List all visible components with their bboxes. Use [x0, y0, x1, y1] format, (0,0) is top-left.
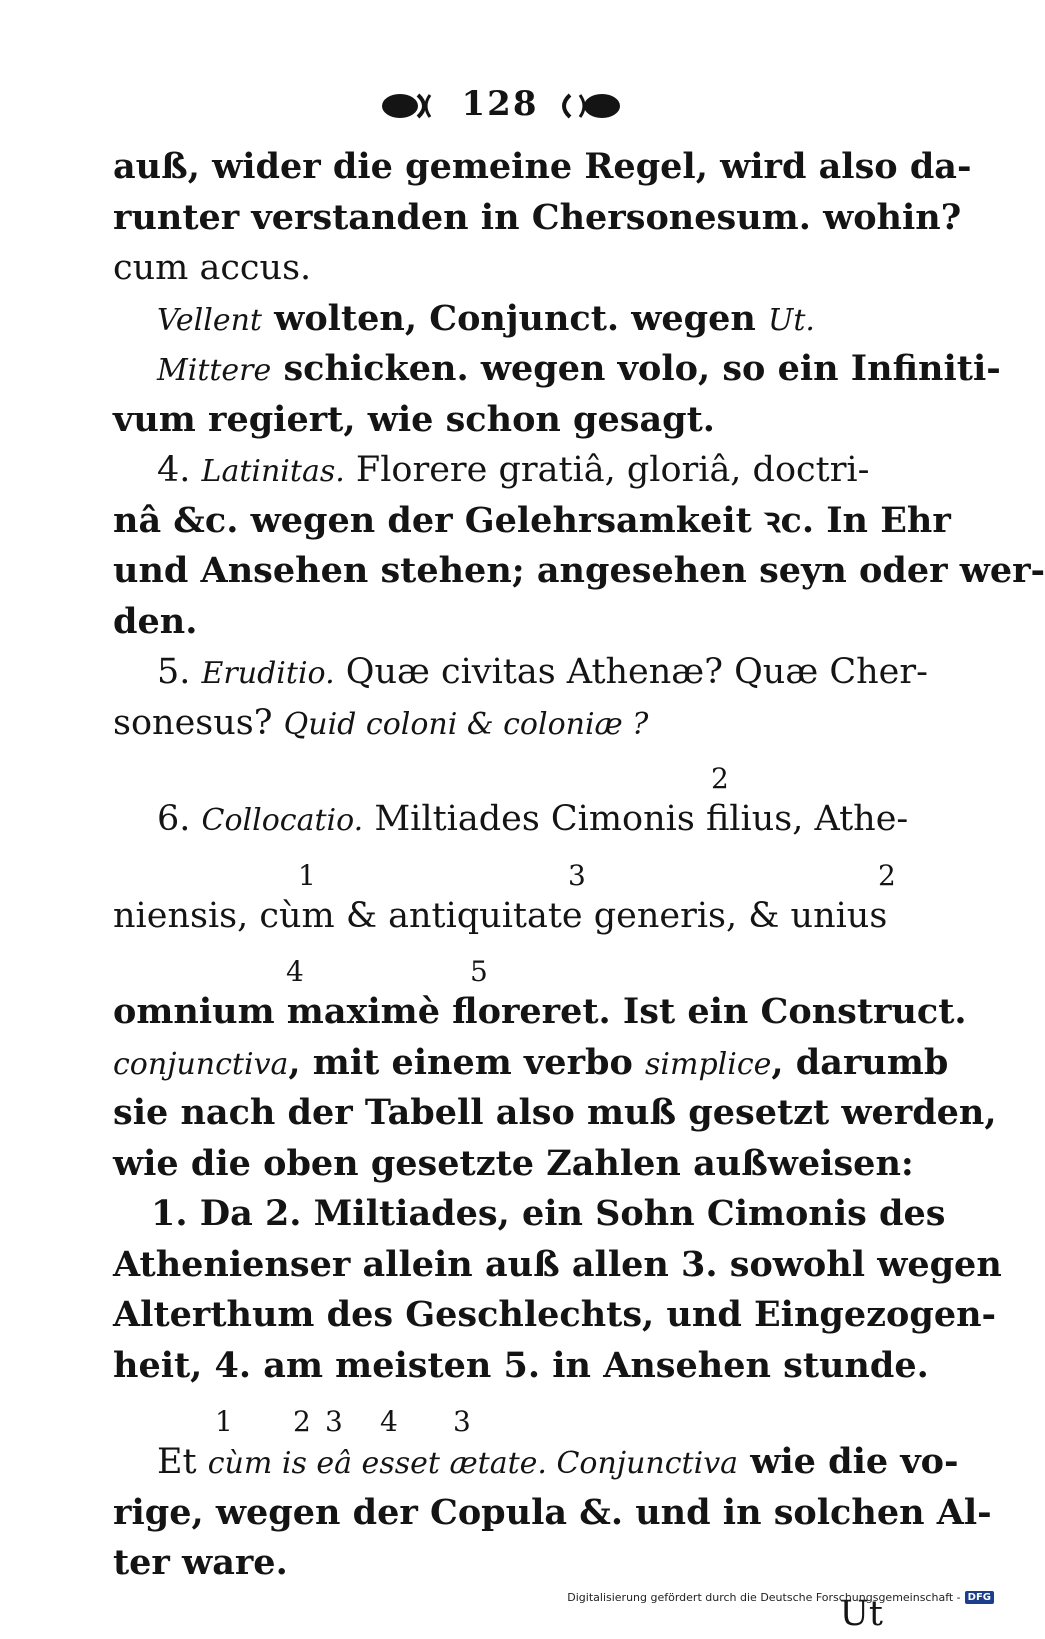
order-number: 4	[286, 947, 304, 998]
latin-term: conjunctiva	[113, 1047, 288, 1082]
text-line: sie nach der Tabell also muß gesetzt werden,	[113, 1088, 903, 1139]
text-span: Miltiades Cimonis filius, Athe-	[363, 799, 908, 839]
text-line: cum accus.	[113, 243, 903, 294]
text-span: Quæ civitas Athenæ? Quæ Cher-	[335, 652, 928, 692]
text-span: Florere gratiâ, gloriâ, doctri-	[345, 450, 870, 490]
page-header	[0, 84, 1000, 124]
order-numbers	[113, 845, 903, 891]
text-line: vum regiert, wie schon gesagt.	[113, 395, 903, 446]
order-number: 2	[878, 851, 896, 902]
text-line	[113, 647, 903, 698]
text-span: wolten, Conjunct. wegen	[262, 298, 768, 339]
order-numbers	[113, 748, 903, 794]
section-number: 5.	[157, 652, 202, 692]
text-span: , mit einem verbo	[288, 1042, 645, 1083]
text-line: wie die oben gesetzte Zahlen außweisen:	[113, 1139, 903, 1190]
text-line: Athenienser allein auß allen 3. sowohl wegen	[113, 1240, 903, 1291]
order-number: 1	[215, 1397, 233, 1448]
left-ornament-icon	[378, 89, 448, 123]
text-line: Alterthum des Geschlechts, und Eingezogen-	[113, 1290, 903, 1341]
dfg-logo: DFG	[965, 1591, 994, 1604]
right-ornament-icon	[552, 89, 622, 123]
text-line: den.	[113, 597, 903, 648]
text-line	[113, 294, 903, 345]
section-number: 4.	[157, 450, 202, 490]
text-line: niensis, cùm & antiquitate generis, & unius	[113, 891, 903, 942]
order-number: 2	[293, 1397, 311, 1448]
order-number: 3	[453, 1397, 471, 1448]
text-line	[113, 1038, 903, 1089]
digitization-credit	[567, 1591, 994, 1604]
text-line: 1. Da 2. Miltiades, ein Sohn Cimonis des	[113, 1189, 903, 1240]
text-line: heit, 4. am meisten 5. in Ansehen stunde.	[113, 1341, 903, 1392]
text-line: nâ &c. wegen der Gelehrsamkeit ꝛc. In Ehr	[113, 496, 903, 547]
text-line: omnium maximè floreret. Ist ein Construct.	[113, 987, 903, 1038]
section-number: 6.	[157, 799, 202, 839]
text-span: schicken. wegen volo, so ein Infiniti-	[271, 348, 1000, 389]
order-number: 3	[325, 1397, 343, 1448]
text-span: sonesus?	[113, 703, 284, 743]
latin-phrase: cùm is eâ esset ætate. Conjunctiva	[208, 1446, 738, 1481]
text-span: Et	[157, 1442, 208, 1482]
text-line	[113, 344, 903, 395]
order-numbers	[113, 1391, 903, 1437]
latin-term: Vellent	[157, 303, 262, 338]
latin-term: simplice	[645, 1047, 771, 1082]
text-line: runter verstanden in Chersonesum. wohin?	[113, 193, 903, 244]
text-line: und Ansehen stehen; angesehen seyn oder wer-	[113, 546, 903, 597]
text-span: wie die vo-	[738, 1441, 959, 1482]
order-number: 3	[568, 851, 586, 902]
page-number: 128	[462, 84, 539, 124]
text-line	[113, 445, 903, 496]
latin-question: Quid coloni & coloniæ ?	[284, 707, 649, 742]
text-line: rige, wegen der Copula &. und in solchen Al-	[113, 1488, 903, 1539]
order-number: 4	[380, 1397, 398, 1448]
latin-term: Ut.	[768, 303, 815, 338]
section-heading: Eruditio.	[202, 656, 335, 691]
order-number: 1	[298, 851, 316, 902]
text-line	[113, 794, 903, 845]
text-span: , darumb	[771, 1042, 948, 1083]
text-line: ter ware.	[113, 1538, 903, 1589]
section-heading: Collocatio.	[202, 803, 364, 838]
credit-text: Digitalisierung gefördert durch die Deutsche Forschungsgemeinschaft -	[567, 1591, 960, 1604]
order-numbers	[113, 941, 903, 987]
catchword: Ut	[113, 1589, 903, 1639]
latin-term: Mittere	[157, 353, 271, 388]
text-line	[113, 698, 903, 749]
section-heading: Latinitas.	[202, 454, 345, 489]
order-number: 5	[470, 947, 488, 998]
page-body	[113, 142, 903, 1639]
text-line: auß, wider die gemeine Regel, wird also da-	[113, 142, 903, 193]
order-number: 2	[711, 754, 729, 805]
